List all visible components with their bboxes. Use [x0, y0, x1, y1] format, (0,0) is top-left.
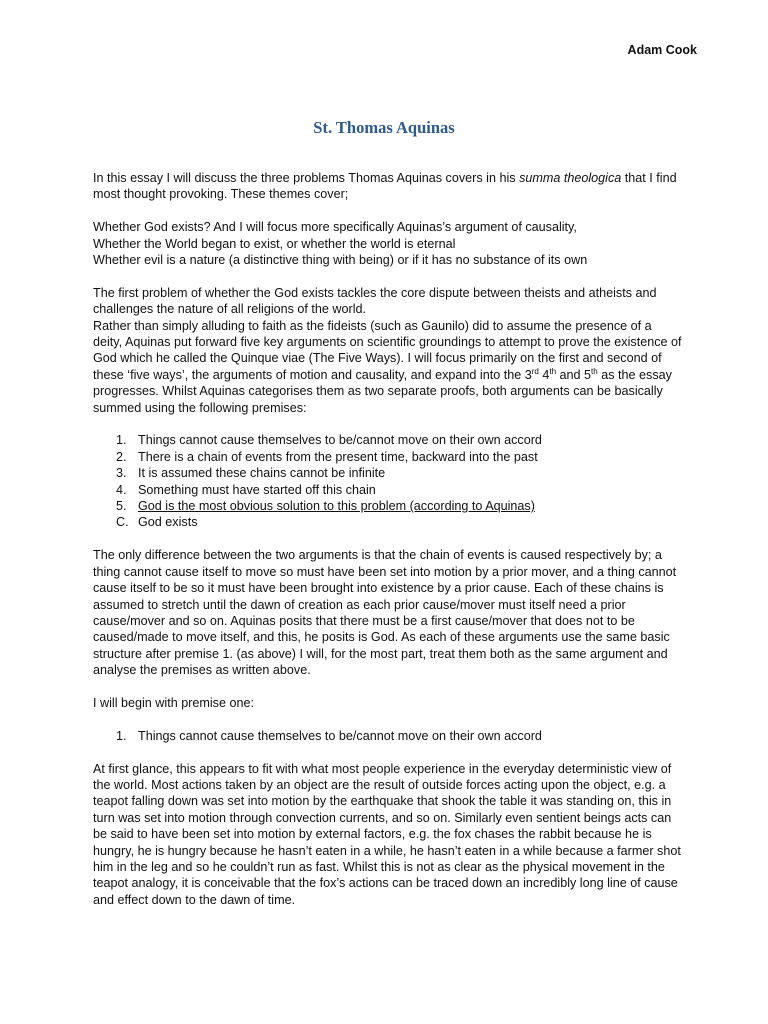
premise-one-list	[93, 728, 683, 744]
premise-number: 2.	[116, 449, 127, 464]
intro-paragraph	[93, 170, 683, 203]
premise-conclusion	[116, 514, 683, 530]
begin-line: I will begin with premise one:	[93, 695, 254, 710]
superscript-th: th	[549, 366, 557, 376]
superscript-th: th	[591, 366, 598, 376]
premise-number: 1.	[116, 433, 127, 448]
first-glance-paragraph: At first glance, this appears to fit with what most people experience in the everyday deterministic view of the world. Most actions taken by an object are the result of outside forces acting upon the object, e.g. a teapot falling down was set into motion by the earthquake that shook the table it was standing on, this in turn was set into motion through convection currents, and so on. Similarly even sentient beings acts can be said to have been set into motion by external factors, e.g. the fox chases the rabbit because he is hungry, he is hungry because he hasn’t eaten in a while, he hasn’t eaten in a while because a farmer shot him in the leg and so he couldn’t run as fast. Whilst this is not as clear as the physical movement in the teapot analogy, it is conceivable that the fox’s actions can be traced down an incredibly long line of cause and effect down to the dawn of time.	[93, 761, 681, 907]
premise-number: 5.	[116, 499, 127, 514]
themes-list	[93, 219, 683, 268]
premise-number: 4.	[116, 482, 127, 497]
premise-text: Things cannot cause themselves to be/cannot move on their own accord	[138, 433, 542, 448]
five-ways-text: and 5	[556, 367, 592, 382]
premise-item	[116, 465, 683, 481]
premise-number: 1.	[116, 728, 127, 743]
theme-item: Whether evil is a nature (a distinctive thing with being) or if it has no substance of its own	[93, 253, 588, 268]
five-ways-text: 4	[538, 367, 550, 382]
premise-number: C.	[116, 515, 129, 530]
premise-item	[116, 432, 683, 448]
theme-item: Whether the World began to exist, or whether the world is eternal	[93, 236, 456, 251]
five-ways-paragraph	[93, 318, 683, 416]
problem-one-paragraph: The first problem of whether the God exists tackles the core dispute between theists and atheists and challenges the nature of all religions of the world.	[93, 285, 657, 317]
premise-text: There is a chain of events from the present time, backward into the past	[138, 449, 538, 464]
author-name: Adam Cook	[627, 43, 697, 57]
superscript-rd: rd	[531, 366, 539, 376]
premise-text: God exists	[138, 515, 198, 530]
intro-text-start: In this essay I will discuss the three problems Thomas Aquinas covers in his	[93, 171, 520, 185]
premise-text: God is the most obvious solution to this problem (according to Aquinas)	[138, 499, 535, 514]
theme-item: Whether God exists? And I will focus more specifically Aquinas’s argument of causality,	[93, 220, 577, 235]
premise-number: 3.	[116, 466, 127, 481]
document-body	[93, 170, 683, 925]
premise-item	[116, 449, 683, 465]
intro-italic-title: summa theologica	[519, 171, 622, 185]
five-ways-text: as the essay progresses. Whilst Aquinas categorises them as two separate proofs, both arguments can be basically summed using the following premises:	[93, 367, 672, 415]
premises-list	[93, 432, 683, 530]
premise-text: Something must have started off this chain	[138, 482, 376, 497]
premise-item	[116, 728, 683, 744]
premise-text: Things cannot cause themselves to be/cannot move on their own accord	[138, 728, 542, 743]
premise-text: It is assumed these chains cannot be infinite	[138, 466, 386, 481]
intro-text-end: that I find most thought provoking. These themes cover;	[93, 171, 677, 202]
difference-paragraph: The only difference between the two arguments is that the chain of events is caused respectively by; a thing cannot cause itself to move so must have been set into motion by a prior mover, and a thing cannot cause itself to be so it must have been brought into existence by a prior cause. Each of these chains is assumed to stretch until the dawn of creation as each prior cause/mover must itself need a prior cause/mover and so on. Aquinas posits that there must be a first cause/mover that does not to be caused/made to move itself, and this, he posits is God. As each of these arguments use the same basic structure after premise 1. (as above) I will, for the most part, treat them both as the same argument and analyse the premises as written above.	[93, 548, 677, 678]
five-ways-text: Rather than simply alluding to faith as the fideists (such as Gaunilo) did to assume the presence of a deity, Aquinas put forward five key arguments on scientific groundings to attempt to prove the existence of God which he called the Quinque viae (The Five Ways). I will focus primarily on the first and second of these ‘five ways’, the arguments of motion and causality, and expand into the 3	[93, 318, 682, 382]
premise-item	[116, 482, 683, 498]
premise-item	[116, 498, 683, 514]
document-title: St. Thomas Aquinas	[313, 118, 455, 137]
